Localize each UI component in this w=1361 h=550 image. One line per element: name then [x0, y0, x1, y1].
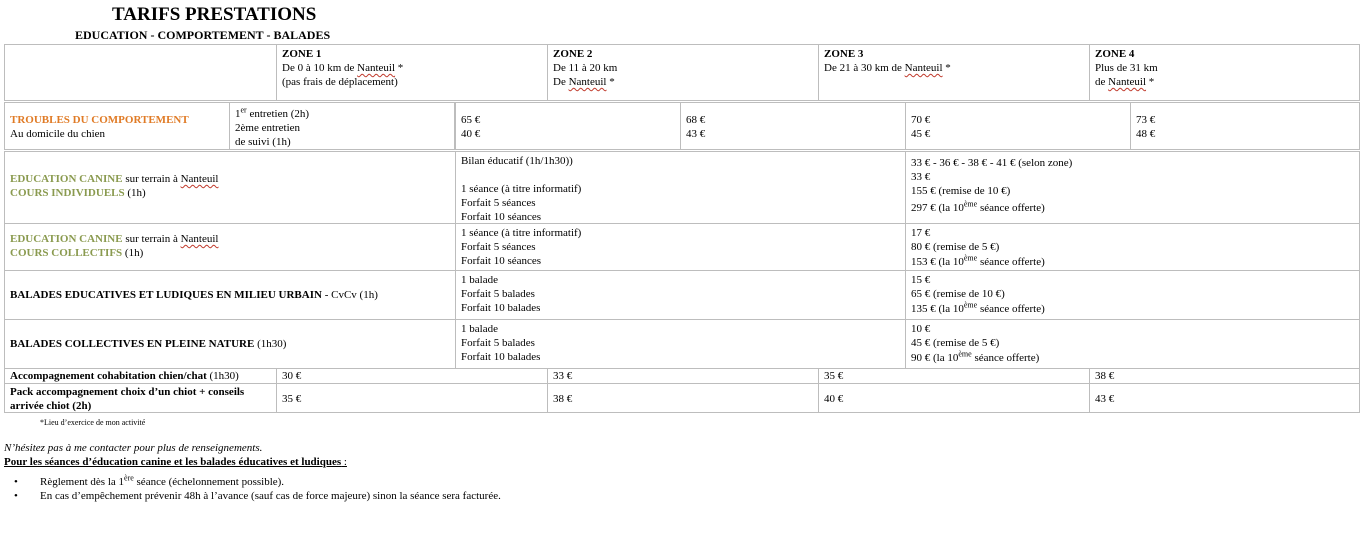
- page-subtitle: EDUCATION - COMPORTEMENT - BALADES: [75, 28, 331, 42]
- list-item: Forfait 10 séances: [461, 255, 542, 267]
- troubles-price-zone2: [680, 102, 906, 150]
- cohab-title: Accompagnement cohabitation chien/chat (1h30): [10, 370, 239, 382]
- bullet-icon: •: [14, 476, 18, 488]
- chiot-price-zone3: 40 €: [818, 383, 1090, 413]
- cohab-label: [4, 368, 277, 384]
- collectifs-label: [4, 223, 456, 271]
- zone4-header: [1089, 44, 1360, 101]
- footnote: *Lieu d’exercice de mon activité: [40, 418, 146, 427]
- zone1-distance: De 0 à 10 km de Nanteuil *: [282, 62, 404, 74]
- price-value: 65 € (remise de 10 €): [911, 288, 1005, 300]
- troubles-label: [4, 102, 230, 150]
- list-item: 1 balade: [461, 323, 498, 335]
- price-value: 73 €: [1136, 114, 1156, 126]
- zone4-town: de Nanteuil *: [1095, 76, 1155, 88]
- troubles-second-session-2: de suivi (1h): [235, 136, 291, 148]
- zone3-header: [818, 44, 1090, 101]
- zone1-note: (pas frais de déplacement): [282, 76, 398, 88]
- list-item: Forfait 5 balades: [461, 337, 535, 349]
- chiot-label: [4, 383, 277, 413]
- chiot-price-zone1: 35 €: [276, 383, 548, 413]
- page-title: TARIFS PRESTATIONS: [112, 4, 317, 25]
- urbain-title: BALADES EDUCATIVES ET LUDIQUES EN MILIEU URBAIN - CvCv (1h): [10, 289, 378, 301]
- troubles-price-zone3: [905, 102, 1131, 150]
- zone2-distance: De 11 à 20 km: [553, 62, 618, 74]
- collectifs-type: COURS COLLECTIFS (1h): [10, 247, 144, 259]
- troubles-title: TROUBLES DU COMPORTEMENT: [10, 114, 189, 126]
- list-item: Forfait 5 séances: [461, 241, 536, 253]
- price-value: 45 €: [911, 128, 931, 140]
- list-item: Forfait 5 séances: [461, 197, 536, 209]
- bullet-text-1: Règlement dès la 1ère séance (échelonnement possible).: [40, 473, 285, 488]
- price-value: 155 € (remise de 10 €): [911, 185, 1011, 197]
- contact-text: N’hésitez pas à me contacter pour plus de renseignements.: [4, 442, 263, 454]
- troubles-price-zone1: [455, 102, 681, 150]
- price-value: 80 € (remise de 5 €): [911, 241, 1000, 253]
- zone2-name: ZONE 2: [553, 48, 593, 60]
- list-item: Forfait 10 balades: [461, 302, 541, 314]
- chiot-title-2: arrivée chiot (2h): [10, 400, 92, 412]
- notes-heading: Pour les séances d’éducation canine et les balades éducatives et ludiques :: [4, 456, 347, 468]
- price-value: 90 € (la 10ème séance offerte): [911, 349, 1040, 364]
- troubles-price-zone4: [1130, 102, 1360, 150]
- zone4-name: ZONE 4: [1095, 48, 1135, 60]
- zone4-distance: Plus de 31 km: [1095, 62, 1158, 74]
- urbain-items: [455, 270, 906, 320]
- price-value: 297 € (la 10ème séance offerte): [911, 199, 1045, 214]
- price-value: 10 €: [911, 323, 931, 335]
- list-item: Bilan éducatif (1h/1h30)): [461, 155, 573, 167]
- list-item: 1 séance (à titre informatif): [461, 183, 582, 195]
- individuels-label: [4, 151, 456, 224]
- price-value: 33 € - 36 € - 38 € - 41 € (selon zone): [911, 157, 1073, 169]
- price-value: 135 € (la 10ème séance offerte): [911, 300, 1045, 315]
- urbain-label: [4, 270, 456, 320]
- price-value: 15 €: [911, 274, 931, 286]
- chiot-price-zone2: 38 €: [547, 383, 819, 413]
- troubles-first-session: 1er entretien (2h): [235, 105, 310, 120]
- cohab-price-zone3: 35 €: [818, 368, 1090, 384]
- individuels-title: EDUCATION CANINE sur terrain à Nanteuil: [10, 173, 219, 185]
- list-item: Forfait 10 balades: [461, 351, 541, 363]
- price-value: 153 € (la 10ème séance offerte): [911, 253, 1045, 268]
- cohab-price-zone1: 30 €: [276, 368, 548, 384]
- price-value: 33 €: [911, 171, 931, 183]
- nature-prices: [905, 319, 1360, 369]
- individuels-type: COURS INDIVIDUELS (1h): [10, 187, 146, 199]
- zone3-distance: De 21 à 30 km de Nanteuil *: [824, 62, 951, 74]
- nature-label: [4, 319, 456, 369]
- zone1-header: [276, 44, 548, 101]
- price-value: 45 € (remise de 5 €): [911, 337, 1000, 349]
- list-item: Forfait 5 balades: [461, 288, 535, 300]
- nature-title: BALADES COLLECTIVES EN PLEINE NATURE (1h30): [10, 338, 287, 350]
- price-value: 70 €: [911, 114, 931, 126]
- zone2-town: De Nanteuil *: [553, 76, 615, 88]
- nature-items: [455, 319, 906, 369]
- price-value: 17 €: [911, 227, 931, 239]
- price-value: 43 €: [686, 128, 706, 140]
- bullet-text-2: En cas d’empêchement prévenir 48h à l’avance (sauf cas de force majeure) sinon la séance sera facturée.: [40, 490, 501, 502]
- troubles-second-session: 2ème entretien: [235, 122, 301, 134]
- price-value: 40 €: [461, 128, 481, 140]
- price-value: 68 €: [686, 114, 706, 126]
- troubles-sessions: [229, 102, 455, 150]
- troubles-sub: Au domicile du chien: [10, 128, 106, 140]
- price-value: 65 €: [461, 114, 481, 126]
- list-item: Forfait 10 séances: [461, 211, 542, 223]
- collectifs-title: EDUCATION CANINE sur terrain à Nanteuil: [10, 233, 219, 245]
- chiot-title: Pack accompagnement choix d’un chiot + conseils: [10, 386, 245, 398]
- list-item: 1 balade: [461, 274, 498, 286]
- cohab-price-zone2: 33 €: [547, 368, 819, 384]
- price-value: 48 €: [1136, 128, 1156, 140]
- individuels-prices: [905, 151, 1360, 224]
- individuels-items: [455, 151, 906, 224]
- zone2-header: [547, 44, 819, 101]
- collectifs-items: [455, 223, 906, 271]
- cohab-price-zone4: 38 €: [1089, 368, 1360, 384]
- zone1-name: ZONE 1: [282, 48, 322, 60]
- bullet-icon: •: [14, 490, 18, 502]
- urbain-prices: [905, 270, 1360, 320]
- collectifs-prices: [905, 223, 1360, 271]
- header-empty-cell: [4, 44, 277, 101]
- zone3-name: ZONE 3: [824, 48, 864, 60]
- list-item: 1 séance (à titre informatif): [461, 227, 582, 239]
- chiot-price-zone4: 43 €: [1089, 383, 1360, 413]
